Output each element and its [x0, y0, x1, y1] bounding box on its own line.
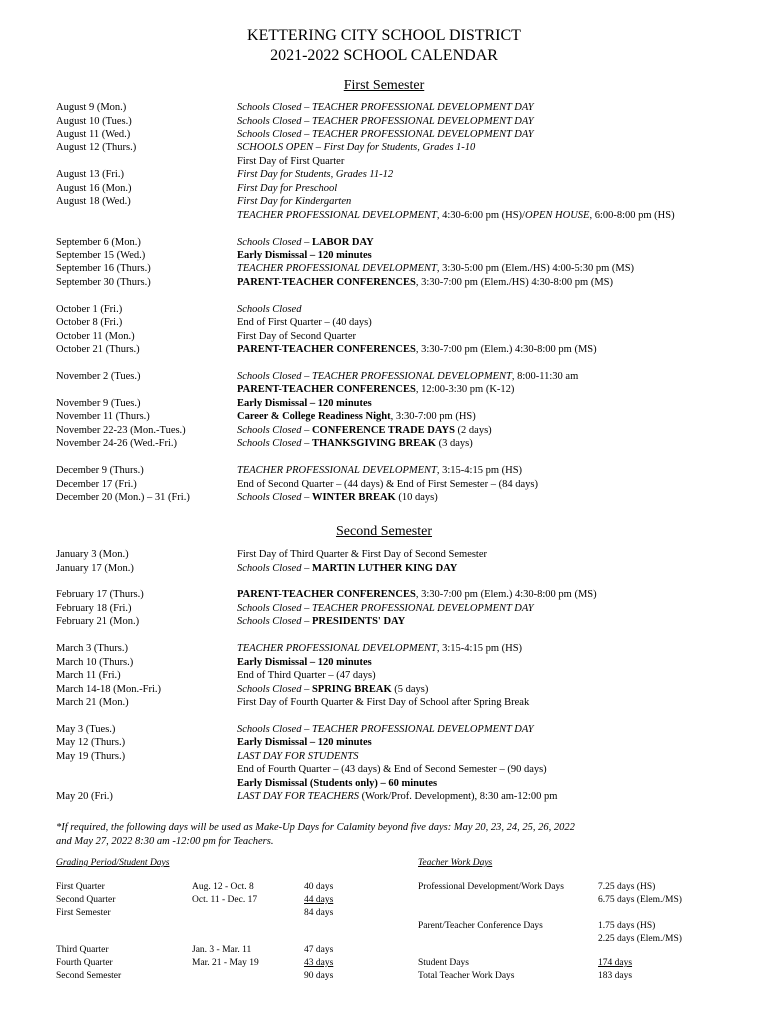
teacher-work-days-label: Professional Development/Work Days [418, 882, 564, 892]
event-description [237, 464, 522, 477]
event-date: October 21 (Thurs.) [56, 344, 140, 356]
calendar-event-row [56, 723, 756, 736]
event-text-segment: Schools Closed [237, 492, 302, 503]
calendar-event-row [56, 696, 756, 709]
event-text-segment: LAST DAY FOR TEACHERS [237, 791, 360, 803]
event-date: January 17 (Mon.) [56, 562, 134, 574]
event-text-segment: LAST DAY FOR STUDENTS [237, 750, 359, 762]
event-text-segment: Schools Closed – TEACHER PROFESSIONAL DEVELOPMENT DAY [237, 102, 534, 113]
event-text-segment: PRESIDENTS' DAY [311, 616, 406, 628]
teacher-work-days-value: 174 days [598, 958, 633, 968]
event-description [237, 141, 475, 154]
event-text-segment: , 3:30-7:00 pm (Elem.) 4:30-8:00 pm (MS) [415, 589, 597, 601]
event-text-segment: – [301, 424, 312, 436]
calendar-event-row [56, 763, 756, 776]
event-date: September 6 (Mon.) [56, 236, 141, 248]
event-text-segment: First Day of Second Quarter [237, 330, 356, 342]
event-date: February 18 (Fri.) [56, 602, 132, 614]
event-description [237, 642, 522, 655]
event-text-segment: Early Dismissal (Students only) – 60 minutes [237, 777, 438, 789]
teacher-work-days-label: Total Teacher Work Days [418, 971, 515, 981]
event-text-segment: TEACHER PROFESSIONAL DEVELOPMENT [237, 643, 437, 655]
event-date: March 21 (Mon.) [56, 697, 129, 708]
event-date: November 24-26 (Wed.-Fri.) [56, 438, 178, 450]
event-description [237, 209, 675, 222]
event-description [237, 249, 372, 262]
event-text-segment: Schools Closed – TEACHER PROFESSIONAL DEVELOPMENT DAY [237, 128, 534, 140]
event-text-segment: Early Dismissal – 120 minutes [237, 656, 372, 668]
event-description [237, 262, 634, 275]
calendar-event-row [56, 683, 756, 696]
event-text-segment: Schools Closed – TEACHER PROFESSIONAL DEVELOPMENT DAY [237, 602, 534, 614]
event-date: August 12 (Thurs.) [56, 142, 137, 154]
calendar-event-row [56, 316, 756, 329]
event-text-segment: MARTIN LUTHER KING DAY [311, 562, 458, 574]
event-date: December 20 (Mon.) – 31 (Fri.) [56, 492, 190, 503]
event-text-segment: , 3:15-4:15 pm (HS) [436, 465, 523, 477]
event-date: November 2 (Tues.) [56, 371, 141, 382]
event-description [237, 330, 356, 343]
event-date: November 22-23 (Mon.-Tues.) [56, 424, 186, 436]
first-semester-heading: First Semester [343, 78, 425, 93]
grading-period-label: First Semester [56, 908, 111, 918]
calendar-event-row [56, 615, 756, 628]
event-date: November 9 (Tues.) [56, 397, 141, 409]
teacher-work-days-value: 6.75 days (Elem./MS) [598, 895, 682, 905]
calendar-event-row [56, 491, 756, 504]
grading-period-range: Mar. 21 - May 19 [192, 958, 259, 968]
grading-period-days: 90 days [304, 971, 334, 981]
event-description [237, 343, 597, 356]
grading-period-range: Jan. 3 - Mar. 11 [192, 945, 252, 955]
event-text-segment: , 3:30-7:00 pm (HS) [390, 411, 476, 423]
event-description [237, 115, 534, 128]
event-date: March 11 (Fri.) [56, 670, 121, 682]
event-description [237, 656, 372, 669]
calendar-title: 2021-2022 SCHOOL CALENDAR [270, 47, 498, 64]
event-date: May 20 (Fri.) [56, 791, 113, 803]
calendar-event-row [56, 548, 756, 561]
event-date: August 16 (Mon.) [56, 182, 132, 194]
event-description [237, 182, 337, 195]
calendar-event-row [56, 410, 756, 423]
calendar-event-row [56, 182, 756, 195]
event-date: March 14-18 (Mon.-Fri.) [56, 683, 161, 695]
event-text-segment: , 4:30-6:00 pm (HS)/ [436, 209, 525, 221]
grading-period-label: Fourth Quarter [56, 958, 113, 968]
second-semester-heading: Second Semester [335, 524, 433, 539]
makeup-note-line-1: *If required, the following days will be used as Make-Up Days for Calamity beyond five days: May 20, 23, 24, 25, 26, 2022 [56, 822, 575, 833]
calendar-event-row [56, 303, 756, 316]
event-text-segment: PARENT-TEACHER CONFERENCES [237, 276, 416, 288]
event-description [237, 491, 438, 504]
calendar-event-row [56, 588, 756, 601]
event-text-segment: LABOR DAY [311, 236, 374, 248]
teacher-work-days-value: 1.75 days (HS) [598, 921, 656, 931]
event-text-segment: Schools Closed – TEACHER PROFESSIONAL DEVELOPMENT [237, 371, 512, 382]
event-text-segment: Early Dismissal – 120 minutes [237, 249, 372, 261]
event-description [237, 424, 492, 437]
event-text-segment: Schools Closed [237, 683, 302, 695]
calendar-event-row [56, 602, 756, 615]
event-text-segment: THANKSGIVING BREAK [311, 438, 436, 450]
calendar-event-row [56, 128, 756, 141]
calendar-event-row [56, 656, 756, 669]
event-description [237, 548, 487, 561]
calendar-event-row [56, 330, 756, 343]
makeup-note-line-2: and May 27, 2022 8:30 am -12:00 pm for Teachers. [56, 836, 274, 847]
calendar-event-row [56, 383, 756, 396]
event-date: October 8 (Fri.) [56, 317, 123, 329]
grading-period-range: Aug. 12 - Oct. 8 [192, 882, 254, 892]
event-text-segment: (5 days) [391, 683, 429, 695]
event-text-segment: PARENT-TEACHER CONFERENCES [237, 589, 416, 601]
event-text-segment: End of Second Quarter – (44 days) & End of First Semester – (84 days) [237, 478, 538, 490]
event-text-segment: – [301, 492, 312, 503]
event-description [237, 723, 534, 736]
grading-period-label: Second Quarter [56, 895, 116, 905]
calendar-event-row [56, 562, 756, 575]
event-description [237, 168, 393, 181]
teacher-work-days-value: 2.25 days (Elem./MS) [598, 934, 682, 944]
event-text-segment: OPEN HOUSE [524, 209, 590, 221]
event-date: October 11 (Mon.) [56, 330, 135, 342]
event-text-segment: CONFERENCE TRADE DAYS [311, 424, 455, 436]
event-text-segment: , 3:30-5:00 pm (Elem./HS) 4:00-5:30 pm (MS) [436, 263, 635, 275]
event-text-segment: (3 days) [435, 438, 473, 450]
calendar-event-row [56, 141, 756, 154]
event-text-segment: – [301, 236, 312, 248]
event-text-segment: First Day for Students, Grades 11-12 [237, 169, 394, 181]
event-description [237, 790, 557, 803]
grading-period-heading: Grading Period/Student Days [56, 858, 170, 868]
teacher-work-days-label: Parent/Teacher Conference Days [418, 921, 543, 931]
event-description [237, 736, 372, 749]
grading-period-days: 40 days [304, 882, 334, 892]
event-text-segment: Early Dismissal – 120 minutes [237, 397, 372, 409]
grading-period-days: 44 days [304, 895, 334, 905]
grading-period-days: 84 days [304, 908, 334, 918]
event-text-segment: – [301, 438, 312, 450]
calendar-event-row [56, 209, 756, 222]
event-description [237, 696, 529, 709]
event-text-segment: (Work/Prof. Development), 8:30 am-12:00 pm [359, 791, 558, 803]
event-description [237, 236, 374, 249]
calendar-event-row [56, 437, 756, 450]
event-description [237, 101, 534, 114]
calendar-event-row [56, 276, 756, 289]
calendar-event-row [56, 370, 756, 383]
event-date: December 9 (Thurs.) [56, 465, 144, 477]
event-date: February 17 (Thurs.) [56, 589, 144, 601]
event-date: August 9 (Mon.) [56, 102, 127, 113]
calendar-event-row [56, 168, 756, 181]
event-description [237, 602, 534, 615]
event-text-segment: First Day of Fourth Quarter & First Day of School after Spring Break [237, 697, 530, 708]
event-text-segment: Schools Closed [237, 562, 302, 574]
event-text-segment: , 3:30-7:00 pm (Elem.) 4:30-8:00 pm (MS) [415, 344, 597, 356]
event-text-segment: SPRING BREAK [311, 683, 392, 695]
grading-period-label: Second Semester [56, 971, 122, 981]
event-description [237, 276, 613, 289]
calendar-event-row [56, 195, 756, 208]
event-text-segment: TEACHER PROFESSIONAL DEVELOPMENT [237, 263, 437, 275]
event-text-segment: (10 days) [395, 492, 438, 503]
event-description [237, 128, 534, 141]
event-text-segment: Early Dismissal – 120 minutes [237, 737, 372, 749]
teacher-work-days-value: 183 days [598, 971, 633, 981]
event-date: May 3 (Tues.) [56, 723, 116, 735]
calendar-event-row [56, 249, 756, 262]
event-text-segment: – [301, 616, 312, 628]
calendar-event-row [56, 750, 756, 763]
event-date: March 10 (Thurs.) [56, 656, 134, 668]
grading-period-range: Oct. 11 - Dec. 17 [192, 895, 258, 905]
event-text-segment: PARENT-TEACHER CONFERENCES [237, 384, 416, 396]
event-text-segment: PARENT-TEACHER CONFERENCES [237, 344, 416, 356]
event-text-segment: Schools Closed – TEACHER PROFESSIONAL DEVELOPMENT DAY [237, 115, 534, 127]
event-description [237, 195, 351, 208]
teacher-work-days-value: 7.25 days (HS) [598, 882, 656, 892]
event-text-segment: Schools Closed – TEACHER PROFESSIONAL DEVELOPMENT DAY [237, 723, 534, 735]
calendar-event-row [56, 424, 756, 437]
calendar-event-row [56, 101, 756, 114]
event-text-segment: , 3:15-4:15 pm (HS) [436, 643, 523, 655]
event-text-segment: – [301, 562, 312, 574]
event-description [237, 316, 372, 329]
grading-period-days: 47 days [304, 945, 334, 955]
event-text-segment: Schools Closed [237, 438, 302, 450]
calendar-event-row [56, 236, 756, 249]
event-description [237, 478, 538, 491]
event-text-segment: WINTER BREAK [311, 492, 396, 503]
calendar-event-row [56, 262, 756, 275]
event-date: November 11 (Thurs.) [56, 411, 150, 423]
event-text-segment: TEACHER PROFESSIONAL DEVELOPMENT [237, 465, 437, 477]
calendar-event-row [56, 397, 756, 410]
grading-period-days: 43 days [304, 958, 334, 968]
event-date: August 18 (Wed.) [56, 196, 131, 208]
event-date: August 10 (Tues.) [56, 115, 132, 127]
event-date: March 3 (Thurs.) [56, 643, 129, 655]
event-date: January 3 (Mon.) [56, 549, 129, 560]
event-description [237, 588, 597, 601]
event-description [237, 370, 578, 383]
calendar-event-row [56, 669, 756, 682]
event-date: August 11 (Wed.) [56, 128, 131, 140]
event-description [237, 383, 514, 396]
event-date: February 21 (Mon.) [56, 616, 140, 628]
teacher-work-days-heading: Teacher Work Days [418, 858, 493, 868]
event-text-segment: SCHOOLS OPEN – First Day for Students, Grades 1-10 [237, 142, 476, 154]
event-text-segment: First Day of First Quarter [237, 155, 345, 167]
event-text-segment: Schools Closed [237, 424, 302, 436]
calendar-event-row [56, 777, 756, 790]
event-text-segment: First Day for Preschool [237, 182, 338, 194]
event-description [237, 750, 358, 763]
event-date: May 19 (Thurs.) [56, 750, 126, 762]
event-description [237, 683, 428, 696]
event-description [237, 669, 376, 682]
teacher-work-days-label: Student Days [418, 958, 469, 968]
calendar-event-row [56, 155, 756, 168]
calendar-event-row [56, 478, 756, 491]
event-text-segment: Schools Closed [237, 236, 302, 248]
district-title: KETTERING CITY SCHOOL DISTRICT [247, 27, 521, 44]
event-text-segment: End of First Quarter – (40 days) [237, 317, 372, 329]
event-date: September 30 (Thurs.) [56, 276, 151, 288]
event-date: September 15 (Wed.) [56, 249, 146, 261]
event-description [237, 763, 547, 776]
calendar-event-row [56, 642, 756, 655]
calendar-event-row [56, 790, 756, 803]
event-text-segment: , 6:00-8:00 pm (HS) [589, 209, 675, 221]
calendar-event-row [56, 115, 756, 128]
calendar-event-row [56, 464, 756, 477]
calendar-event-row [56, 343, 756, 356]
event-text-segment: TEACHER PROFESSIONAL DEVELOPMENT [237, 209, 437, 221]
grading-period-label: Third Quarter [56, 945, 109, 955]
event-date: August 13 (Fri.) [56, 169, 124, 181]
event-date: May 12 (Thurs.) [56, 737, 126, 749]
event-description [237, 410, 476, 423]
event-description [237, 777, 437, 790]
event-description [237, 562, 457, 575]
event-text-segment: Schools Closed [237, 303, 302, 315]
event-text-segment: Career & College Readiness Night [237, 411, 391, 423]
event-description [237, 397, 372, 410]
event-text-segment: End of Fourth Quarter – (43 days) & End of Second Semester – (90 days) [237, 764, 547, 776]
event-text-segment: (2 days) [454, 424, 492, 436]
event-date: December 17 (Fri.) [56, 478, 137, 490]
event-date: October 1 (Fri.) [56, 303, 123, 315]
grading-period-label: First Quarter [56, 882, 105, 892]
event-description [237, 303, 301, 316]
event-text-segment: , 12:00-3:30 pm (K-12) [415, 384, 515, 396]
event-description [237, 615, 405, 628]
event-date: September 16 (Thurs.) [56, 263, 151, 275]
event-text-segment: End of Third Quarter – (47 days) [237, 670, 376, 682]
calendar-event-row [56, 736, 756, 749]
event-text-segment: Schools Closed [237, 616, 302, 628]
event-description [237, 155, 344, 168]
event-text-segment: – [301, 683, 312, 695]
event-description [237, 437, 473, 450]
event-text-segment: , 3:30-7:00 pm (Elem./HS) 4:30-8:00 pm (MS) [415, 276, 613, 288]
event-text-segment: First Day of Third Quarter & First Day of Second Semester [237, 549, 488, 560]
event-text-segment: , 8:00-11:30 am [511, 371, 579, 382]
event-text-segment: First Day for Kindergarten [237, 196, 352, 208]
